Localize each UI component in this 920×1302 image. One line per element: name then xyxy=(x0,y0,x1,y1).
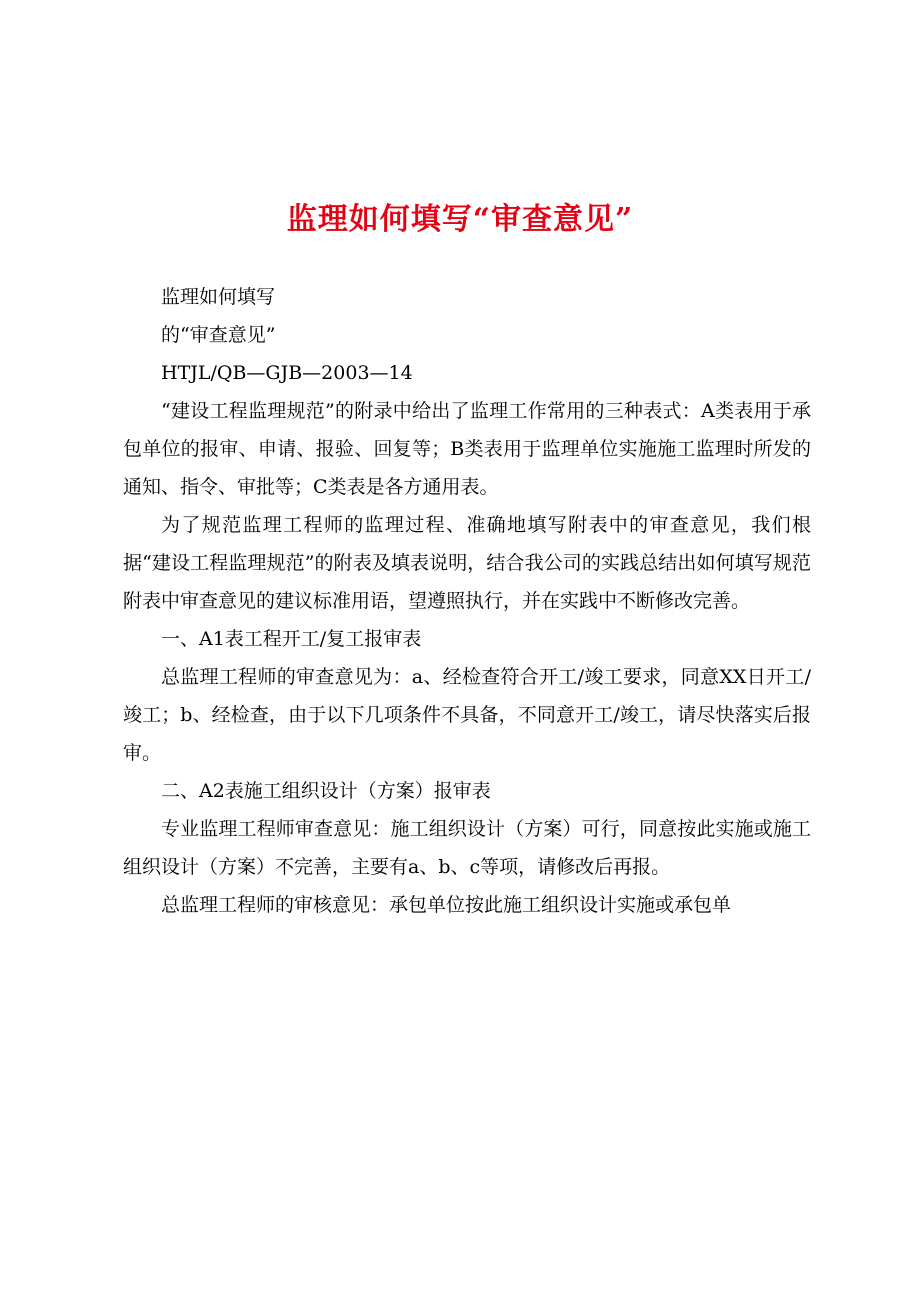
paragraph-subtitle-line-2: 的“审查意见” xyxy=(161,324,276,346)
paragraph-a2-specialist-opinion: 专业监理工程师审查意见：施工组织设计（方案）可行，同意按此实施或施工组织设计（方案）不完善，主要有a、b、c等项，请修改后再报。 xyxy=(123,818,811,878)
paragraph-purpose: 为了规范监理工程师的监理过程、准确地填写附表中的审查意见，我们根据“建设工程监理规范”的附表及填表说明，结合我公司的实践总结出如何填写规范附表中审查意见的建议标准用语，望遵照执行，并在实践中不断修改完善。 xyxy=(123,514,811,612)
section-heading-a1: 一、A1表工程开工/复工报审表 xyxy=(161,628,422,650)
paragraph-subtitle-line-1: 监理如何填写 xyxy=(161,286,276,308)
section-heading-a2: 二、A2表施工组织设计（方案）报审表 xyxy=(161,780,491,802)
paragraph-intro: “建设工程监理规范”的附录中给出了监理工作常用的三种表式：A类表用于承包单位的报审、申请、报验、回复等；B类表用于监理单位实施施工监理时所发的通知、指令、审批等；C类表是各方通用表。 xyxy=(123,400,811,498)
document-title: 监理如何填写“审查意见” xyxy=(286,202,634,237)
paragraph-a1-opinion: 总监理工程师的审查意见为：a、经检查符合开工/竣工要求，同意XX日开工/竣工；b、经检查，由于以下几项条件不具备，不同意开工/竣工，请尽快落实后报审。 xyxy=(123,666,811,764)
paragraph-a2-chief-opinion: 总监理工程师的审核意见：承包单位按此施工组织设计实施或承包单 xyxy=(161,894,732,916)
document-body xyxy=(123,278,811,924)
paragraph-document-code: HTJL/QB—GJB—2003—14 xyxy=(161,362,413,384)
